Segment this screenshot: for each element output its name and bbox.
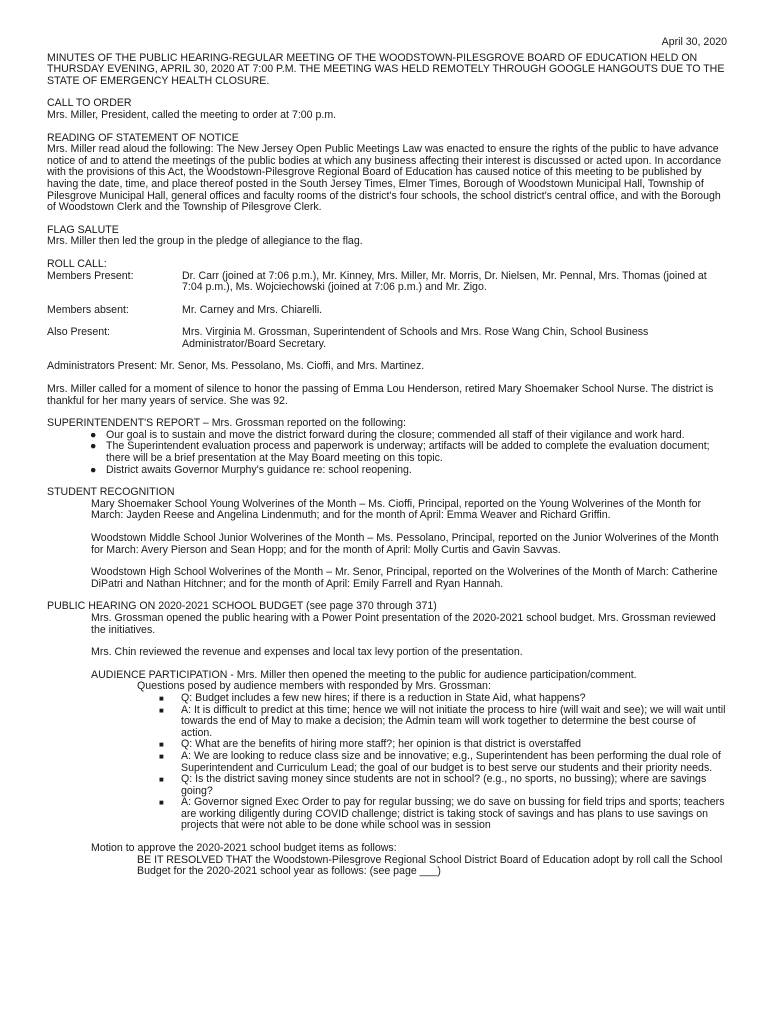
call-to-order-section [47, 98, 727, 121]
square-bullet-icon: ■ [159, 775, 164, 785]
motion-text: Motion to approve the 2020-2021 school budget items as follows: [91, 842, 397, 855]
hearing-paragraph: Mrs. Grossman opened the public hearing with a Power Point presentation of the 2020-2021 school budget. Mrs. Grossman reviewed the initiatives. [91, 611, 716, 636]
notice-section [47, 133, 727, 214]
hearing-paragraph: Mrs. Chin reviewed the revenue and expenses and local tax levy portion of the presentation. [91, 646, 523, 659]
public-hearing-section [47, 601, 727, 877]
resolved-text: BE IT RESOLVED THAT the Woodstown-Pilesgrove Regional School District Board of Education adopt by roll call the School Budget for the 2020-2021 school year as follows: (see page ___) [137, 853, 723, 878]
moment-of-silence: Mrs. Miller called for a moment of silence to honor the passing of Emma Lou Henderson, retired Mary Shoemaker School Nurse. The district is thankful for her many years of service. She was 92. [47, 383, 714, 407]
also-present-value: Mrs. Virginia M. Grossman, Superintendent of Schools and Mrs. Rose Wang Chin, School Business Administrator/Board Secretary. [182, 326, 649, 350]
list-item: ● District awaits Governor Murphy's guidance re: school reopening. [90, 463, 412, 476]
superintendent-report-heading: SUPERINTENDENT'S REPORT – Mrs. Grossman reported on the following: [47, 417, 406, 430]
members-present-value: Dr. Carr (joined at 7:06 p.m.), Mr. Kinney, Mrs. Miller, Mr. Morris, Dr. Nielsen, Mr. Pennal, Mrs. Thomas (joined at 7:04 p.m.), Ms. Wojciechowski (joined at 7:06 p.m.) and Mr. Zigo. [182, 269, 707, 294]
notice-text: Mrs. Miller read aloud the following: The New Jersey Open Public Meetings Law was enacted to ensure the rights of the public to have advance notice of and to attend the meetings of the public bodies at which any business affecting their interest is discussed or acted upon. In accordance with the provisions of this Act, the Woodstown-Pilesgrove Regional Board of Education has caused notice of this meeting to be published by having the date, time, and place thereof posted in the South Jersey Times, Elmer Times, Borough of Woodstown Municipal Hall, Township of Pilesgrove Municipal Hall, general offices and faculty rooms of the district's four schools, the school district's central office, and with the Borough of Woodstown Clerk and the Township of Pilesgrove Clerk. [47, 143, 722, 214]
members-absent-value: Mr. Carney and Mrs. Chiarelli. [182, 303, 323, 316]
questions-intro: Questions posed by audience members with responded by Mrs. Grossman: [137, 680, 491, 693]
also-present-row [47, 327, 727, 350]
list-item: ■ Q: Budget includes a few new hires; if there is a reduction in State Aid, what happens? [159, 691, 586, 704]
qa-list [47, 693, 727, 832]
superintendent-report-section [47, 418, 727, 476]
recognition-item: Woodstown High School Wolverines of the Month – Mr. Senor, Principal, reported on the Wolverines of the Month of March: Catherine DiPatri and Nathan Hitchner; and for the month of April: Emily Farrell and Ryan Hannah. [91, 566, 718, 590]
superintendent-bullets [47, 430, 727, 476]
recognition-item: Mary Shoemaker School Young Wolverines of the Month – Ms. Cioffi, Principal, reported on the Young Wolverines of the Month for March: Jayden Reese and Angelina Lindenmuth; and for the month of April: Emma Weaver and Richard Griffin. [91, 497, 702, 522]
student-recognition-heading: STUDENT RECOGNITION [47, 486, 175, 499]
members-present-label: Members Present: [47, 269, 134, 282]
flag-heading: FLAG SALUTE [47, 223, 119, 236]
list-item: ■ Q: What are the benefits of hiring more staff?; her opinion is that district is overstaffed [159, 738, 582, 751]
square-bullet-icon: ■ [159, 751, 164, 761]
also-present-label: Also Present: [47, 326, 111, 339]
bullet-icon: ● [90, 440, 97, 453]
minutes-page [47, 37, 727, 878]
administrators-present: Administrators Present: Mr. Senor, Ms. Pessolano, Ms. Cioffi, and Mrs. Martinez. [47, 360, 425, 373]
student-recognition-section [47, 487, 727, 590]
square-bullet-icon: ■ [159, 705, 164, 715]
square-bullet-icon: ■ [159, 740, 164, 750]
members-absent-row [47, 305, 727, 317]
public-hearing-heading: PUBLIC HEARING ON 2020-2021 SCHOOL BUDGET (see page 370 through 371) [47, 600, 437, 613]
audience-participation: AUDIENCE PARTICIPATION - Mrs. Miller then opened the meeting to the public for audience participation/comment. [91, 668, 637, 681]
recognition-item: Woodstown Middle School Junior Wolverines of the Month – Ms. Pessolano, Principal, reported on the Junior Wolverines of the Month for March: Avery Pierson and Sean Hopp; and for the month of April: Molly Curtis and Gavin Savvas. [91, 532, 719, 556]
minutes-title: MINUTES OF THE PUBLIC HEARING-REGULAR MEETING OF THE WOODSTOWN-PILESGROVE BOARD OF EDUCATION HELD ON THURSDAY EVENING, APRIL 30, 2020 AT 7:00 P.M. THE MEETING WAS HELD REMOTELY THROUGH GOOGLE HANGOUTS DUE TO THE STATE OF EMERGENCY HEALTH CLOSURE. [47, 51, 725, 87]
notice-heading: READING OF STATEMENT OF NOTICE [47, 131, 239, 144]
flag-text: Mrs. Miller then led the group in the pledge of allegiance to the flag. [47, 235, 363, 248]
list-item: ■ A: We are looking to reduce class size and be innovative; e.g., Superintendent has been performing the dual role of Superintendent and Curriculum Lead; the goal of our budget is to best serve our students and their priority needs. [159, 749, 721, 774]
members-absent-label: Members absent: [47, 303, 129, 316]
call-to-order-heading: CALL TO ORDER [47, 97, 132, 110]
call-to-order-text: Mrs. Miller, President, called the meeting to order at 7:00 p.m. [47, 108, 337, 121]
bullet-icon: ● [90, 428, 97, 441]
meeting-date: April 30, 2020 [661, 36, 727, 48]
list-item: ● The Superintendent evaluation process and paperwork is underway; artifacts will be added to complete the evaluation document; there will be a brief presentation at the May Board meeting on this topic. [90, 440, 710, 465]
roll-call-section [47, 259, 727, 373]
bullet-icon: ● [90, 463, 97, 476]
list-item: ■ A: Governor signed Exec Order to pay for regular bussing; we do save on bussing for field trips and sports; teachers are working diligently during COVID challenge; district is taking stock of savings and has plans to use savings on projects that were not able to be done while school was in session [159, 796, 725, 832]
roll-call-heading: ROLL CALL: [47, 257, 107, 270]
list-item: ● Our goal is to sustain and move the district forward during the closure; commended all staff of their vigilance and work hard. [90, 428, 685, 441]
square-bullet-icon: ■ [159, 798, 164, 808]
list-item: ■ A: It is difficult to predict at this time; hence we will not initiate the process to hire (will wait and see); we will wait until towards the end of May to make a decision; the Admin team will work together to determine the best course of action. [159, 703, 726, 739]
list-item: ■ Q: Is the district saving money since students are not in school? (e.g., no sports, no bussing); where are savings going? [159, 773, 707, 797]
square-bullet-icon: ■ [159, 693, 164, 703]
members-present-row [47, 271, 727, 294]
flag-section [47, 225, 727, 248]
